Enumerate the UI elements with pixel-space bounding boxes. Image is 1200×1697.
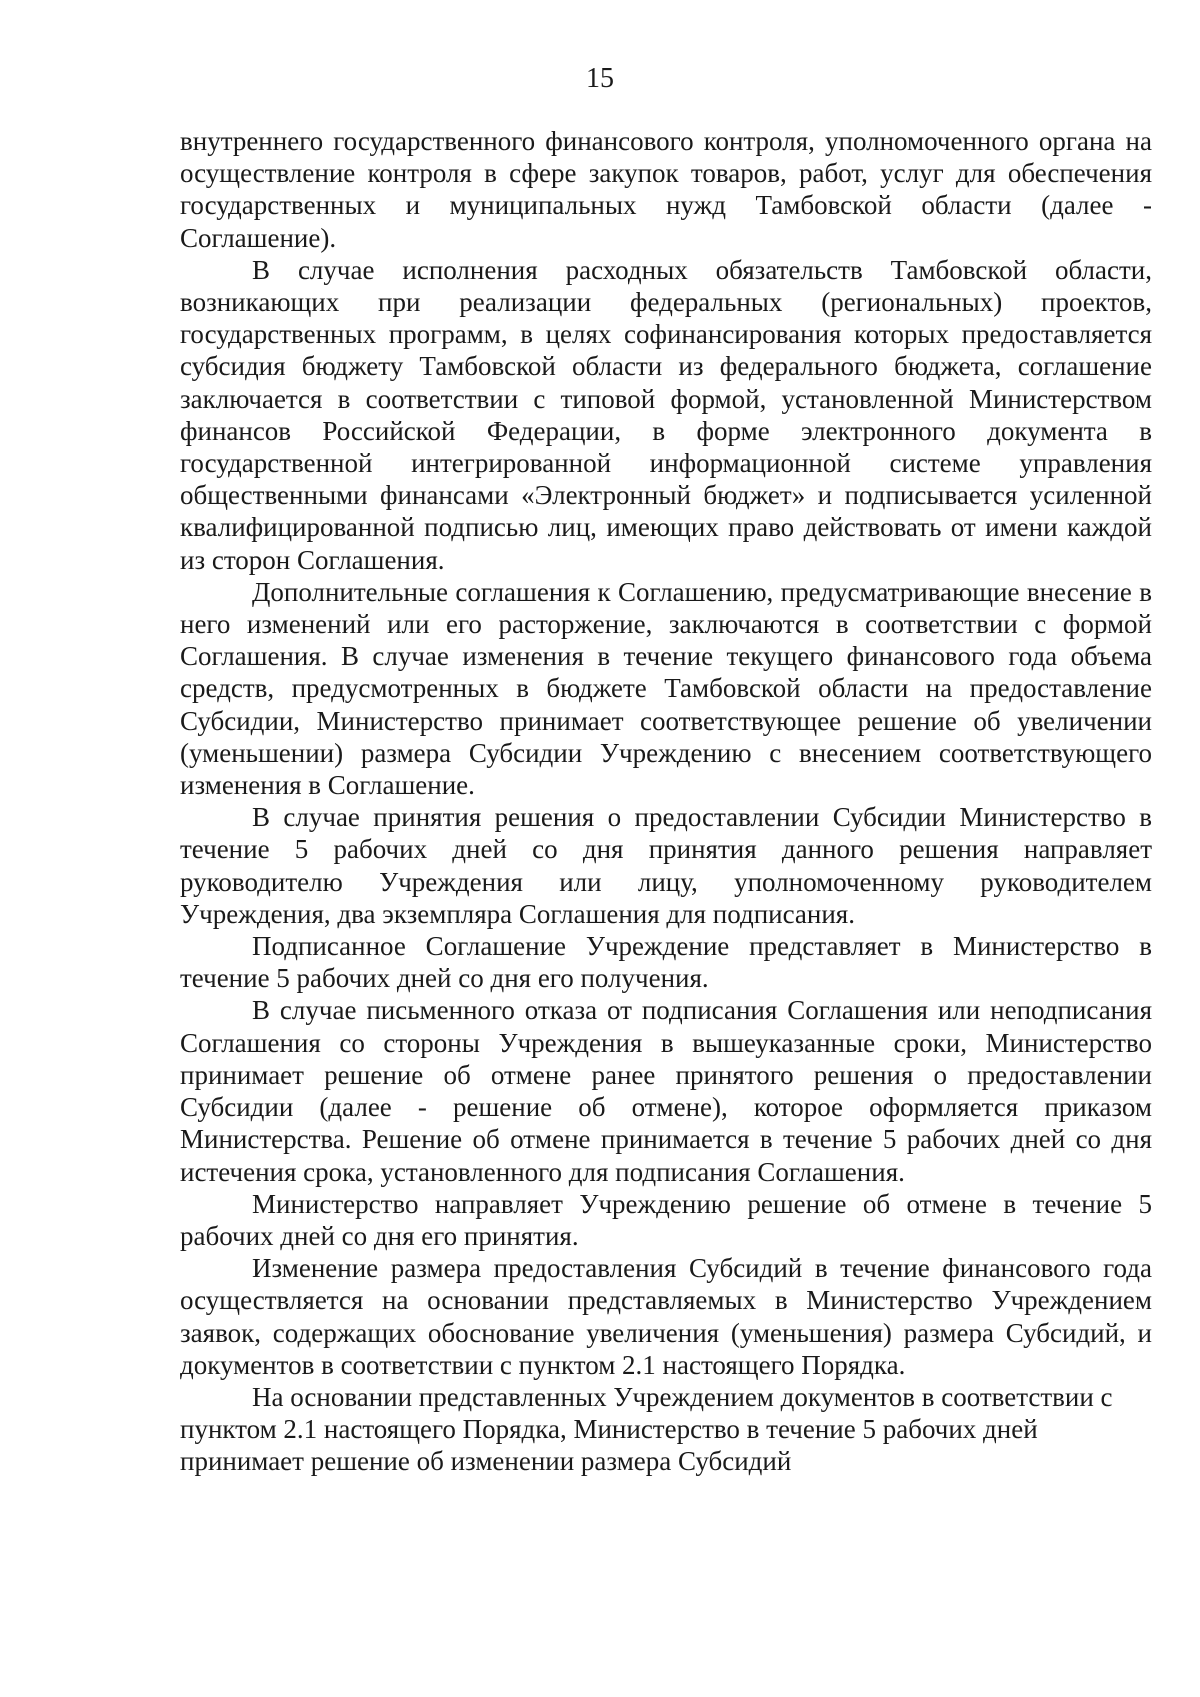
paragraph-4: В случае принятия решения о предоставлении Субсидии Министерство в течение 5 рабочих дней со дня принятия данного решения направляет руководителю Учреждения или лицу, уполномоченному руководителем Учреждения, два экземпляра Соглашения для подписания. xyxy=(180,802,1152,929)
paragraph-9: На основании представленных Учреждением документов в соответствии с пунктом 2.1 настоящего Порядка, Министерство в течение 5 рабочих дней принимает решение об изменении размера Субсидий xyxy=(180,1381,1113,1477)
paragraph-2: В случае исполнения расходных обязательств Тамбовской области, возникающих при реализации федеральных (региональных) проектов, государственных программ, в целях софинансирования которых предоставляется субсидия бюджету Тамбовской области из федерального бюджета, соглашение заключается в соответствии с типовой формой, установленной Министерством финансов Российской Федерации, в форме электронного документа в государственной интегрированной информационной системе управления общественными финансами «Электронный бюджет» и подписывается усиленной квалифицированной подписью лиц, имеющих право действовать от имени каждой из сторон Соглашения. xyxy=(180,254,1152,575)
paragraph-8: Изменение размера предоставления Субсидий в течение финансового года осуществляется на основании представляемых в Министерство Учреждением заявок, содержащих обоснование увеличения (уменьшения) размера Субсидий, и документов в соответствии с пунктом 2.1 настоящего Порядка. xyxy=(180,1253,1152,1380)
paragraph-1: внутреннего государственного финансового контроля, уполномоченного органа на осуществление контроля в сфере закупок товаров, работ, услуг для обеспечения государственных и муниципальных нужд Тамбовской области (далее - Соглашение). xyxy=(180,126,1152,253)
paragraph-3: Дополнительные соглашения к Соглашению, предусматривающие внесение в него изменений или его расторжение, заключаются в соответствии с формой Соглашения. В случае изменения в течение текущего финансового года объема средств, предусмотренных в бюджете Тамбовской области на предоставление Субсидии, Министерство принимает соответствующее решение об увеличении (уменьшении) размера Субсидии Учреждению с внесением соответствующего изменения в Соглашение. xyxy=(180,576,1152,801)
paragraph-7: Министерство направляет Учреждению решение об отмене в течение 5 рабочих дней со дня его принятия. xyxy=(180,1188,1152,1251)
paragraph-5: Подписанное Соглашение Учреждение представляет в Министерство в течение 5 рабочих дней со дня его получения. xyxy=(180,931,1152,994)
page-number: 15 xyxy=(586,63,614,94)
paragraph-6: В случае письменного отказа от подписания Соглашения или неподписания Соглашения со стороны Учреждения в вышеуказанные сроки, Министерство принимает решение об отмене ранее принятого решения о предоставлении Субсидии (далее - решение об отмене), которое оформляется приказом Министерства. Решение об отмене принимается в течение 5 рабочих дней со дня истечения срока, установленного для подписания Соглашения. xyxy=(180,995,1152,1187)
document-body xyxy=(180,125,1152,1478)
